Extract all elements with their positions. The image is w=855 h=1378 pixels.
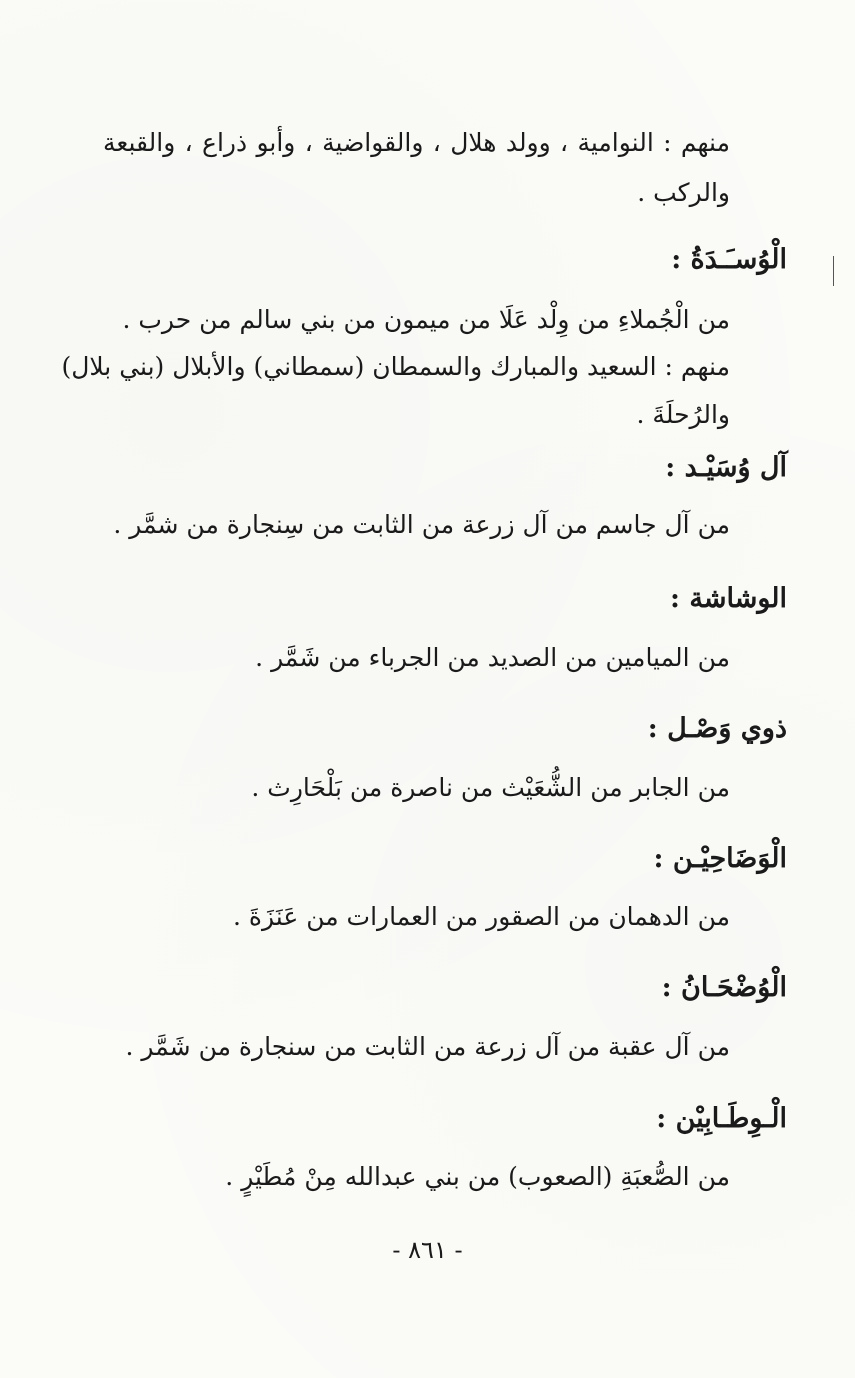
entry-text-line: من الْجُملاءِ من وِلْد عَلَا من ميمون من بني سالم من حرب . [122,305,730,334]
entry-text-line: من الدهمان من الصقور من العمارات من عَنَزَةَ . [233,902,730,931]
entry-text-line: من آل عقبة من آل زرعة من الثابت من سنجارة من شَمَّر . [125,1032,730,1061]
entry-text-line: من الميامين من الصديد من الجرباء من شَمَّر . [255,643,730,672]
entry-text-line: من آل جاسم من آل زرعة من الثابت من سِنجارة من شمَّر . [113,510,730,539]
entry-text-line: من الصُّعبَةِ (الصعوب) من بني عبدالله مِنْ مُطَيْرٍ . [225,1162,730,1191]
entry-text-line: من الجابر من الشُّعَيْث من ناصرة من بَلْحَارِث . [251,773,730,802]
entry-text-line: والركب . [637,178,730,207]
entry-heading: ذوي وَصْـل : [647,713,787,744]
entry-heading: الْوَضَاحِيْـن : [653,843,787,874]
entry-text-line: منهم : النوامية ، وولد هلال ، والقواضية ، وأبو ذراع ، والقبعة [103,128,730,157]
entry-heading: الْوُضْحَـانُ : [661,972,787,1003]
entry-heading: الْـوِطَـابِيْن : [656,1103,787,1134]
entry-heading: الْوُسـَـدَةُ : [671,244,787,275]
entry-text-line: والرُحلَةَ . [636,400,730,429]
entry-heading: آل وُسَيْـد : [665,452,787,483]
margin-mark [833,256,834,286]
page-number: - ٨٦١ - [392,1236,463,1264]
entry-text-line: منهم : السعيد والمبارك والسمطان (سمطاني) والأبلال (بني بلال) [61,352,730,381]
entry-heading: الوشاشة : [670,583,787,614]
